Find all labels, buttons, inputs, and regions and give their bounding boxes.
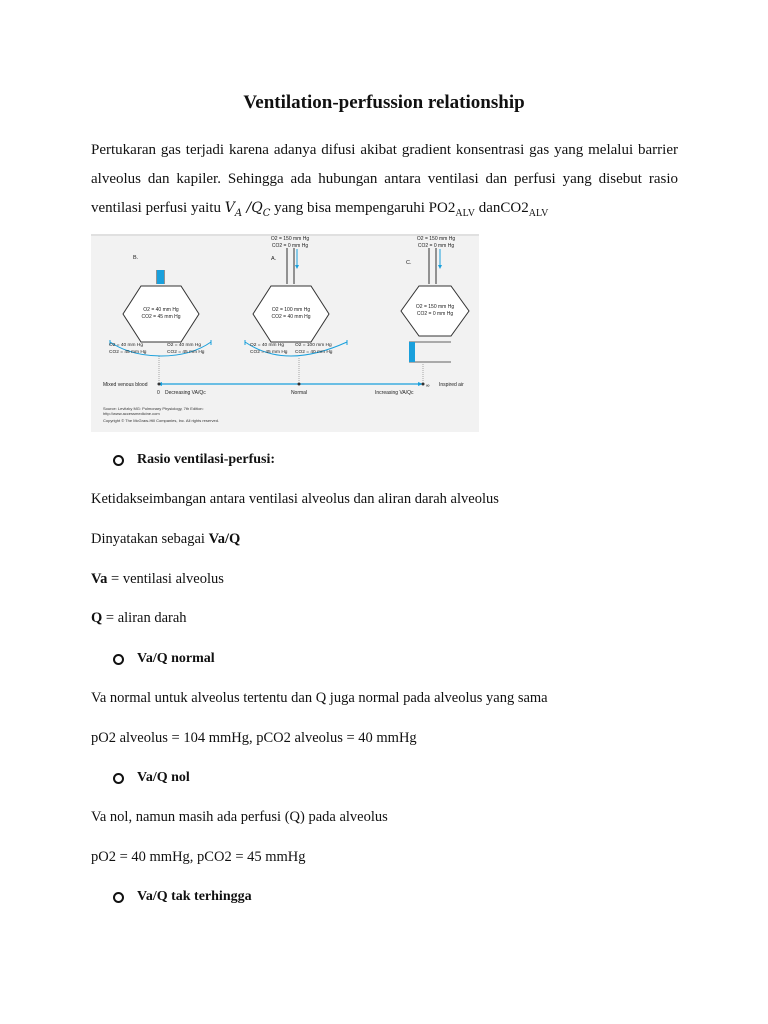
va-symbol: $V_A$ — [224, 200, 243, 219]
svg-text:CO2 = 45 mm Hg: CO2 = 45 mm Hg — [250, 350, 288, 355]
svg-text:http://www.accessmedicine.com: http://www.accessmedicine.com — [103, 411, 160, 416]
dinyatakan-line: Dinyatakan sebagai Va/Q — [91, 531, 241, 547]
svg-text:O2 = 150 mm Hg: O2 = 150 mm Hg — [415, 304, 455, 310]
rasio-heading: Rasio ventilasi-perfusi: — [137, 452, 276, 467]
panel-b-label: B. — [133, 255, 139, 261]
intro-text-1: Pertukaran gas terjadi karena adanya difusi akibat gradient konsentrasi gas yang melalui barrier alveolus dan kapiler. Sehingga ada hubungan antara ventilasi dan perfusi yang disebut rasio ventilasi perfusi yaitu — [91, 142, 678, 216]
svg-text:O2 = 40 mm Hg: O2 = 40 mm Hg — [167, 343, 201, 348]
svg-text:CO2 = 0 mm Hg: CO2 = 0 mm Hg — [271, 243, 309, 249]
bullet-circle-icon — [113, 892, 124, 903]
svg-text:Source: Levitzky MG: Pulmonary: Source: Levitzky MG: Pulmonary Physiology, 7th Edition: — [103, 406, 204, 411]
svg-text:O2 = 150 mm Hg: O2 = 150 mm Hg — [416, 236, 456, 242]
va-q-figure — [91, 234, 479, 432]
page-title: Ventilation-perfussion relationship — [243, 92, 525, 113]
intro-text-3: danCO2 — [475, 200, 529, 216]
svg-text:CO2 = 45 mm Hg: CO2 = 45 mm Hg — [167, 350, 205, 355]
svg-text:Mixed venous blood: Mixed venous blood — [103, 382, 148, 388]
svg-text:CO2 = 40 mm Hg: CO2 = 40 mm Hg — [271, 314, 311, 320]
nol-line-1: Va nol, namun masih ada perfusi (Q) pada alveolus — [91, 809, 388, 825]
normal-heading: Va/Q normal — [137, 651, 215, 666]
alv-subscript: ALV — [455, 208, 475, 219]
svg-text:CO2 = 45 mm Hg: CO2 = 45 mm Hg — [109, 350, 147, 355]
bullet-rasio — [113, 452, 275, 468]
svg-text:CO2 = 45 mm Hg: CO2 = 45 mm Hg — [141, 314, 181, 320]
airway-block-b — [157, 270, 164, 284]
svg-text:Copyright © The McGraw-Hill Co: Copyright © The McGraw-Hill Companies, Inc. All rights reserved. — [103, 418, 220, 423]
tak-heading: Va/Q tak terhingga — [137, 889, 252, 904]
normal-line-2: pO2 alveolus = 104 mmHg, pCO2 alveolus = 40 mmHg — [91, 730, 417, 746]
svg-text:O2 = 100 mm Hg: O2 = 100 mm Hg — [271, 307, 311, 313]
intro-paragraph — [91, 136, 678, 228]
panel-c-label: C. — [406, 260, 412, 266]
capillary-block-c — [409, 342, 415, 362]
svg-text:0: 0 — [157, 390, 160, 396]
normal-line-1: Va normal untuk alveolus tertentu dan Q juga normal pada alveolus yang sama — [91, 690, 548, 706]
svg-text:O2 = 150 mm Hg: O2 = 150 mm Hg — [270, 236, 310, 242]
svg-text:O2 = 40 mm Hg: O2 = 40 mm Hg — [143, 307, 179, 313]
svg-text:CO2 = 40 mm Hg: CO2 = 40 mm Hg — [295, 350, 333, 355]
va-definition: Va = ventilasi alveolus — [91, 571, 224, 587]
svg-text:Decreasing VA/Qc: Decreasing VA/Qc — [165, 390, 206, 396]
svg-text:∞: ∞ — [426, 383, 430, 389]
svg-text:Inspired air: Inspired air — [439, 382, 464, 388]
qc-symbol: $Q_C$ — [251, 200, 271, 219]
bullet-normal — [113, 651, 215, 667]
q-definition: Q = aliran darah — [91, 610, 187, 626]
bullet-circle-icon — [113, 654, 124, 665]
nol-heading: Va/Q nol — [137, 770, 190, 785]
bullet-circle-icon — [113, 455, 124, 466]
intro-text-2: yang bisa mempengaruhi PO2 — [270, 200, 456, 216]
bullet-circle-icon — [113, 773, 124, 784]
svg-text:O2 = 40 mm Hg: O2 = 40 mm Hg — [250, 343, 284, 348]
svg-text:Increasing VA/Qc: Increasing VA/Qc — [375, 390, 414, 396]
svg-text:O2 = 40 mm Hg: O2 = 40 mm Hg — [109, 343, 143, 348]
panel-a-label: A. — [271, 256, 277, 262]
bullet-tak-terhingga — [113, 889, 252, 905]
alv-subscript: ALV — [528, 208, 549, 219]
ventilation-perfusion-diagram — [91, 234, 479, 432]
svg-text:CO2 = 0 mm Hg: CO2 = 0 mm Hg — [416, 311, 454, 317]
svg-text:CO2 = 0 mm Hg: CO2 = 0 mm Hg — [417, 243, 455, 249]
svg-text:Normal: Normal — [290, 390, 308, 396]
slash: / — [242, 200, 252, 216]
svg-text:O2 = 100 mm Hg: O2 = 100 mm Hg — [295, 343, 332, 348]
nol-line-2: pO2 = 40 mmHg, pCO2 = 45 mmHg — [91, 849, 306, 865]
bullet-nol — [113, 770, 190, 786]
rasio-line: Ketidakseimbangan antara ventilasi alveolus dan aliran darah alveolus — [91, 491, 499, 507]
